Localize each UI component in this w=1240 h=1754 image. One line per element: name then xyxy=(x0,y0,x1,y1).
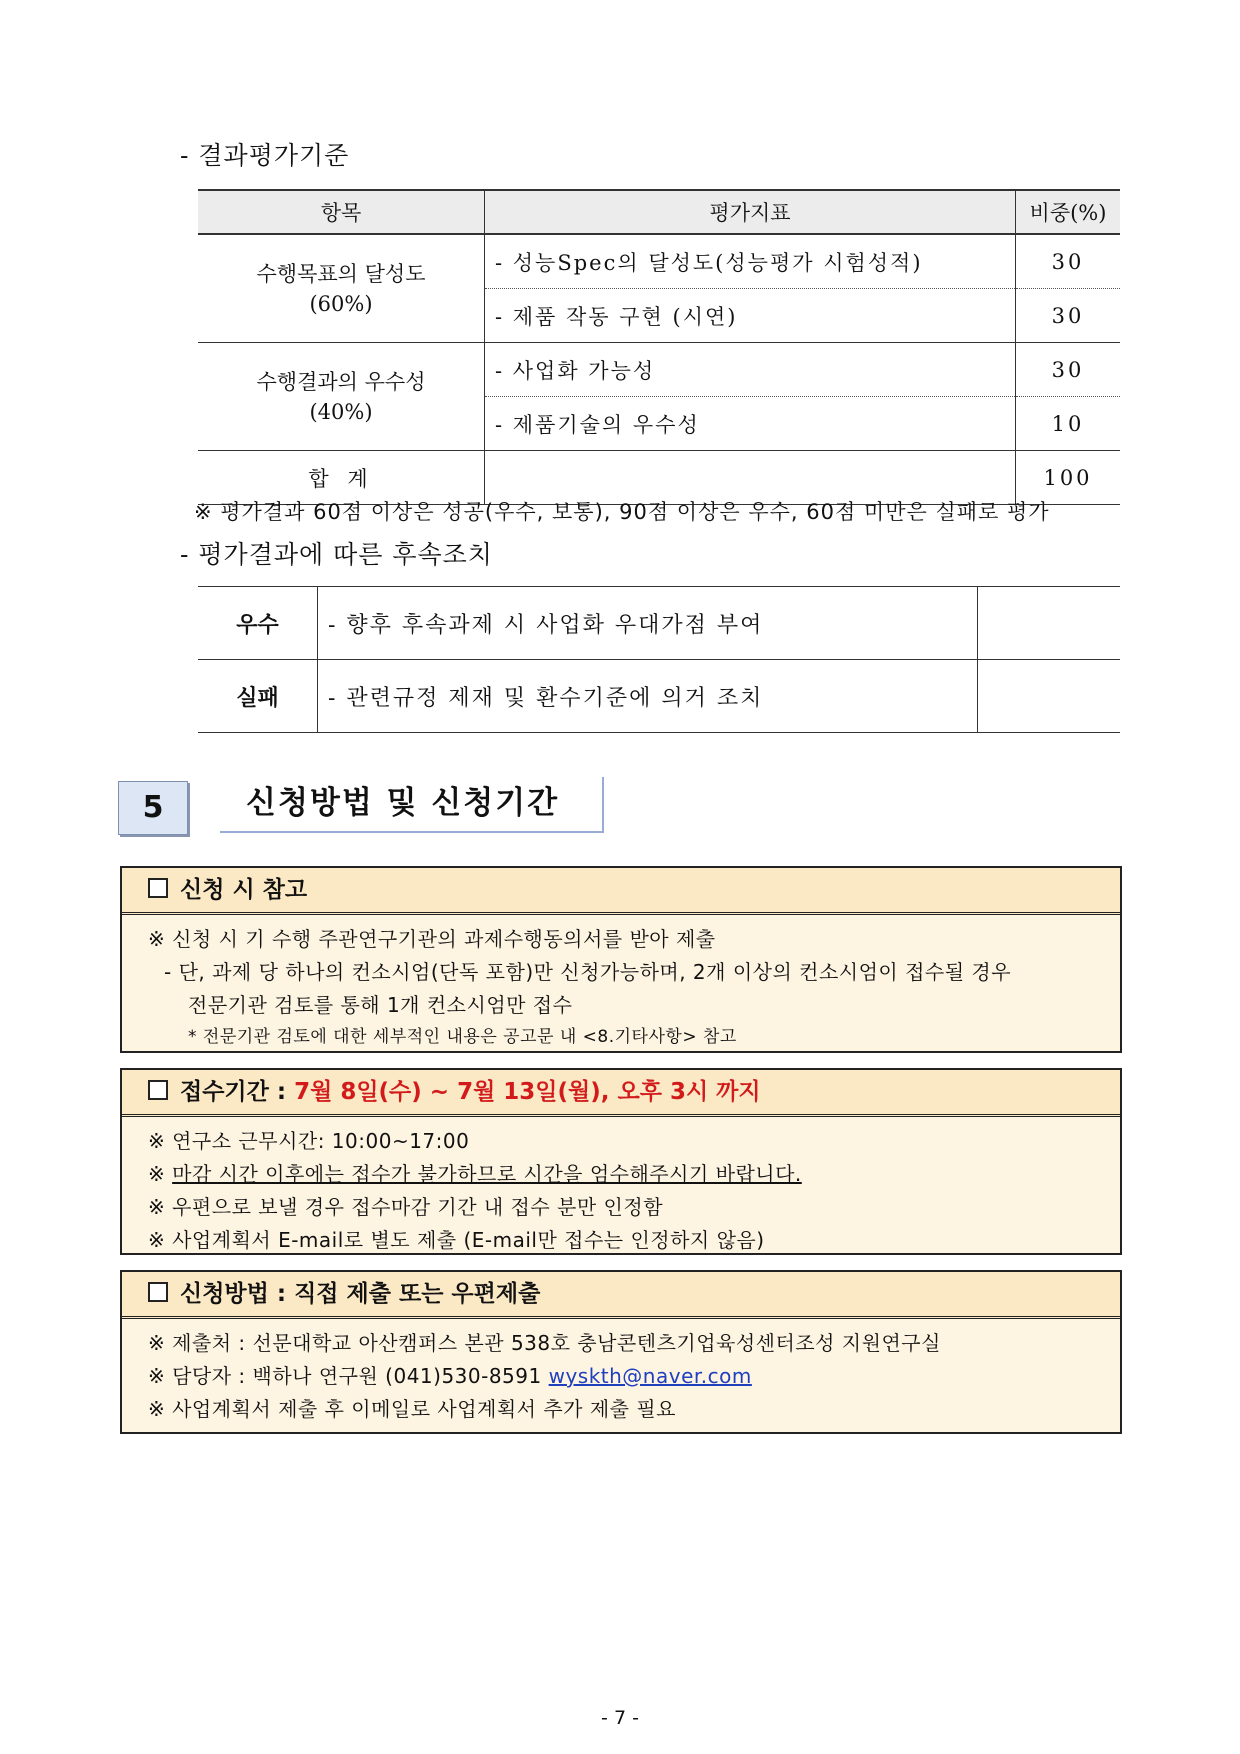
indicator-cell: - 제품 작동 구현 (시연) xyxy=(485,289,1016,343)
header-indicator: 평가지표 xyxy=(485,190,1016,234)
box-line: - 단, 과제 당 하나의 컨소시엄(단독 포함)만 신청가능하며, 2개 이상의 컨소시엄이 접수될 경우 xyxy=(164,960,1012,984)
method-box xyxy=(120,1270,1122,1434)
box-header xyxy=(122,868,1120,915)
weight-cell: 30 xyxy=(1016,234,1121,289)
indicator-cell: - 성능Spec의 달성도(성능평가 시험성적) xyxy=(485,234,1016,289)
box-line: ※ 사업계획서 E-mail로 별도 제출 (E-mail만 접수는 인정하지 않음) xyxy=(148,1228,765,1252)
category-percent: (60%) xyxy=(309,291,373,316)
table-row xyxy=(198,587,1120,660)
section-title: 신청방법 및 신청기간 xyxy=(220,777,604,833)
box-title: 접수기간 : xyxy=(180,1079,295,1105)
page-number: - 7 - xyxy=(601,1707,639,1729)
header-item: 항목 xyxy=(198,190,485,234)
box-line: ※ 연구소 근무시간: 10:00~17:00 xyxy=(148,1129,470,1153)
indicator-cell: - 사업화 가능성 xyxy=(485,343,1016,397)
box-line: ※ 신청 시 기 수행 주관연구기관의 과제수행동의서를 받아 제출 xyxy=(148,927,716,951)
box-header xyxy=(122,1070,1120,1117)
email-link[interactable]: wyskth@naver.com xyxy=(548,1364,752,1388)
underlined-notice: 마감 시간 이후에는 접수가 불가하므로 시간을 엄수해주시기 바랍니다. xyxy=(172,1162,802,1186)
category-label: 수행결과의 우수성 xyxy=(256,369,426,394)
box-line: ※ 우편으로 보낼 경우 접수마감 기간 내 접수 분만 인정함 xyxy=(148,1195,664,1219)
contact-text: ※ 담당자 : 백하나 연구원 (041)530-8591 xyxy=(148,1364,549,1388)
category-excellence xyxy=(198,343,485,451)
weight-cell: 30 xyxy=(1016,343,1121,397)
header-weight: 비중(%) xyxy=(1016,190,1121,234)
total-label: 합 계 xyxy=(198,451,485,505)
follow-up-heading: - 평가결과에 따른 후속조치 xyxy=(180,540,493,569)
eval-criteria-heading: - 결과평가기준 xyxy=(180,141,350,170)
category-label: 수행목표의 달성도 xyxy=(256,261,426,286)
grade-cell: 우수 xyxy=(198,587,318,660)
category-achievement xyxy=(198,234,485,343)
weight-cell: 10 xyxy=(1016,397,1121,451)
indicator-cell: - 제품기술의 우수성 xyxy=(485,397,1016,451)
box-line xyxy=(148,1360,1094,1393)
box-title: 신청방법 : 직접 제출 또는 우편제출 xyxy=(180,1281,541,1307)
box-line: 전문기관 검토를 통해 1개 컨소시엄만 접수 xyxy=(188,993,573,1017)
empty-cell xyxy=(978,660,1121,733)
box-title: 신청 시 참고 xyxy=(180,877,308,903)
section-number: 5 xyxy=(118,781,188,835)
box-line: * 전문기관 검토에 대한 세부적인 내용은 공고문 내 <8.기타사항> 참고 xyxy=(188,1027,737,1047)
eval-criteria-table xyxy=(198,189,1120,505)
follow-up-table xyxy=(198,586,1120,733)
box-body xyxy=(122,1117,1120,1263)
table-row xyxy=(198,343,1120,397)
checkbox-icon xyxy=(148,878,168,898)
table-row xyxy=(198,234,1120,289)
weight-cell: 30 xyxy=(1016,289,1121,343)
checkbox-icon xyxy=(148,1080,168,1100)
box-body xyxy=(122,915,1120,1058)
period-box xyxy=(120,1068,1122,1255)
note-mark: ※ xyxy=(148,1162,173,1186)
box-line: ※ 제출처 : 선문대학교 아산캠퍼스 본관 538호 충남콘텐츠기업육성센터조성 지원연구실 xyxy=(148,1331,941,1355)
table-header-row xyxy=(198,190,1120,234)
eval-note: ※ 평가결과 60점 이상은 성공(우수, 보통), 90점 이상은 우수, 60점 미만은 실패로 평가 xyxy=(194,500,1050,524)
box-body xyxy=(122,1319,1120,1432)
period-dates: 7월 8일(수) ~ 7월 13일(월), 오후 3시 까지 xyxy=(294,1079,761,1105)
action-cell: - 관련규정 제재 및 환수기준에 의거 조치 xyxy=(318,660,978,733)
total-value: 100 xyxy=(1016,451,1121,505)
checkbox-icon xyxy=(148,1282,168,1302)
action-cell: - 향후 후속과제 시 사업화 우대가점 부여 xyxy=(318,587,978,660)
table-row xyxy=(198,660,1120,733)
category-percent: (40%) xyxy=(309,399,373,424)
reference-box xyxy=(120,866,1122,1053)
empty-cell xyxy=(978,587,1121,660)
box-line xyxy=(148,1158,1094,1191)
grade-cell: 실패 xyxy=(198,660,318,733)
box-line: ※ 사업계획서 제출 후 이메일로 사업계획서 추가 제출 필요 xyxy=(148,1397,676,1421)
box-header xyxy=(122,1272,1120,1319)
